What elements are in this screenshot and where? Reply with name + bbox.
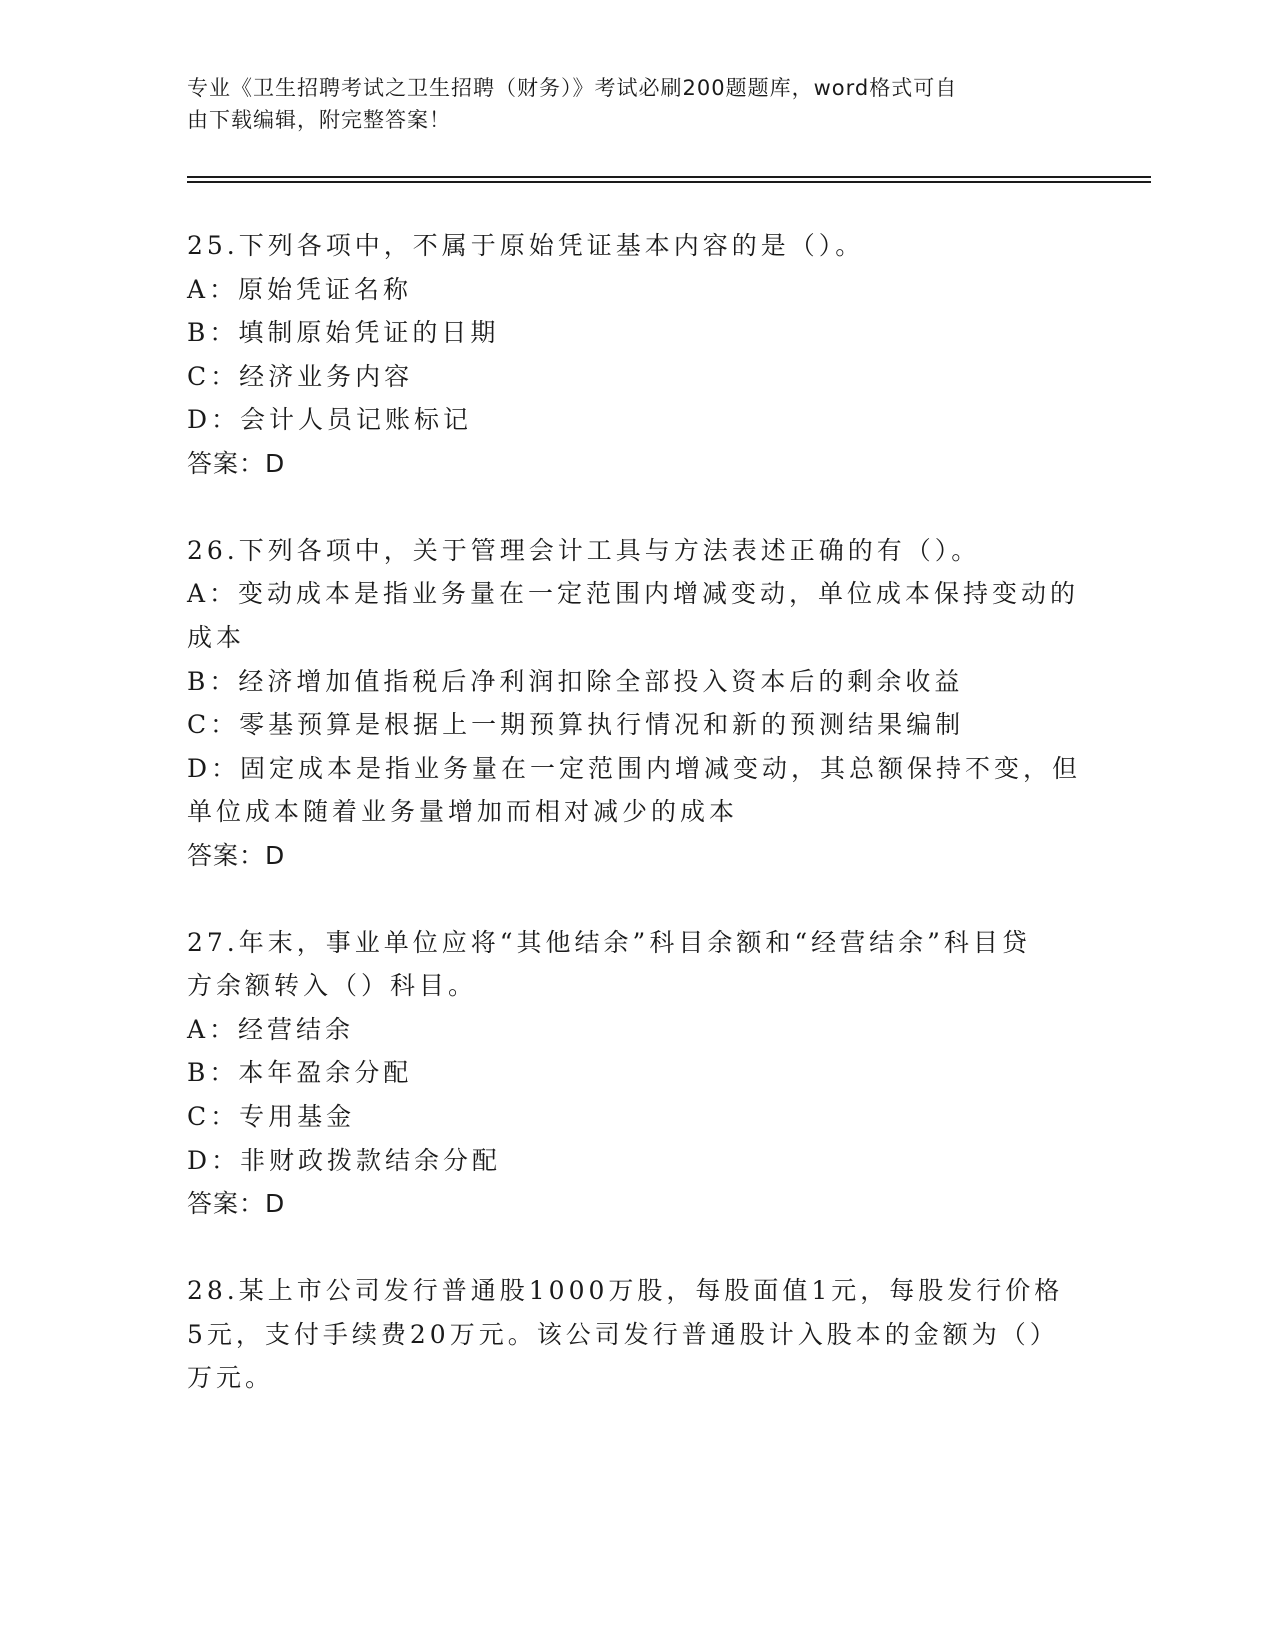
- question-stem-continued: 方余额转入（）科目。: [187, 971, 478, 1000]
- question-stem: 28.某上市公司发行普通股1000万股，每股面值1元，每股发行价格: [187, 1276, 1064, 1305]
- question-option: B：经济增加值指税后净利润扣除全部投入资本后的剩余收益: [187, 667, 964, 696]
- question-option: B：本年盈余分配: [187, 1058, 413, 1087]
- question-option: C：专用基金: [187, 1102, 356, 1131]
- question-answer: 答案：D: [187, 1189, 286, 1218]
- question-option: D：固定成本是指业务量在一定范围内增减变动，其总额保持不变，但: [187, 754, 1082, 783]
- question-option: A：经营结余: [187, 1015, 355, 1044]
- header-divider: [187, 181, 1151, 183]
- question-option: A：变动成本是指业务量在一定范围内增减变动，单位成本保持变动的: [187, 579, 1080, 608]
- question-stem: 27.年末，事业单位应将“其他结余”科目余额和“经营结余”科目贷: [187, 928, 1031, 957]
- question-option: C：零基预算是根据上一期预算执行情况和新的预测结果编制: [187, 710, 965, 739]
- header-divider: [187, 176, 1151, 178]
- header-line: 由下载编辑，附完整答案！: [187, 108, 451, 132]
- question-option: A：原始凭证名称: [187, 275, 413, 304]
- question-answer: 答案：D: [187, 449, 286, 478]
- question-option-continued: 单位成本随着业务量增加而相对减少的成本: [187, 797, 739, 826]
- question-answer: 答案：D: [187, 841, 286, 870]
- question-stem-continued: 万元。: [187, 1363, 275, 1392]
- question-option: C：经济业务内容: [187, 362, 414, 391]
- document-header: [187, 72, 1067, 136]
- question-stem: 26.下列各项中，关于管理会计工具与方法表述正确的有（）。: [187, 536, 981, 565]
- question-option: D：会计人员记账标记: [187, 405, 473, 434]
- header-line: 专业《卫生招聘考试之卫生招聘（财务）》考试必刷200题题库，word格式可自: [187, 76, 958, 100]
- question-option: D：非财政拨款结余分配: [187, 1146, 502, 1175]
- question-option-continued: 成本: [187, 623, 246, 652]
- question-stem: 25.下列各项中，不属于原始凭证基本内容的是（）。: [187, 231, 865, 260]
- question-option: B：填制原始凭证的日期: [187, 318, 500, 347]
- question-stem-continued: 5元，支付手续费20万元。该公司发行普通股计入股本的金额为（）: [187, 1320, 1059, 1349]
